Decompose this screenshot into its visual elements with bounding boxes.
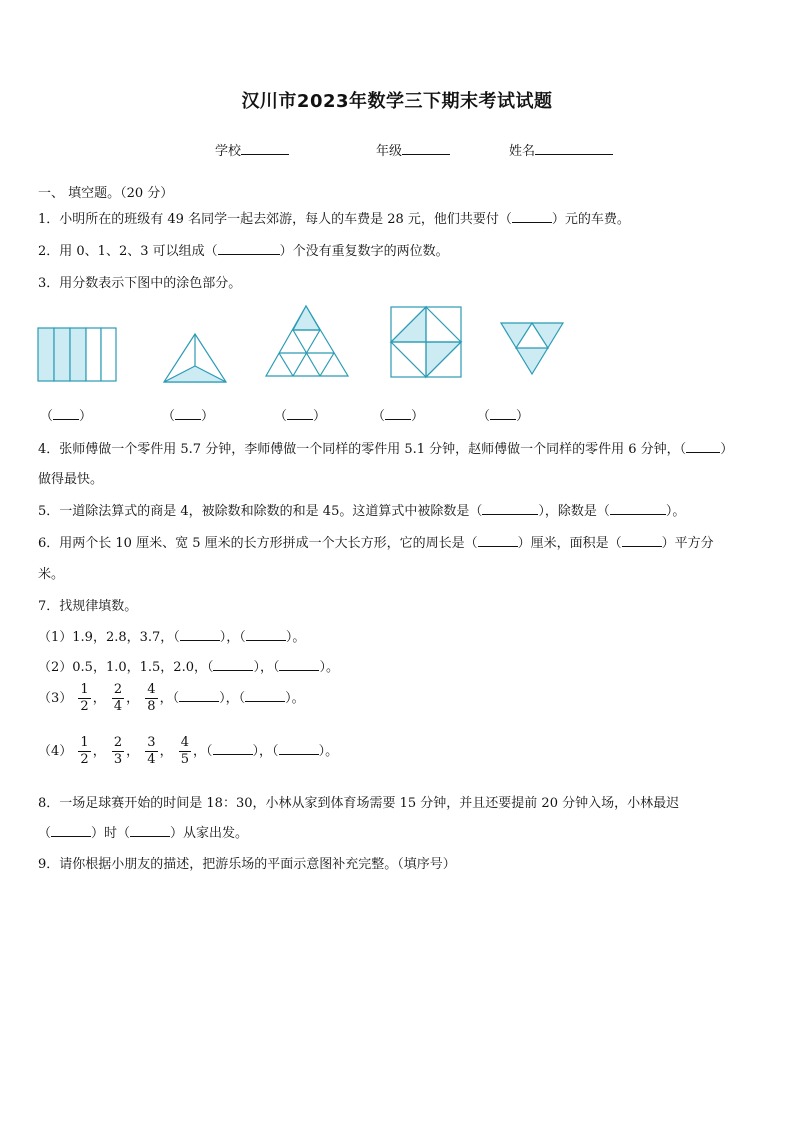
q6-text: 6．用两个长 10 厘米、宽 5 厘米的长方形拼成一个大长方形，它的周长是（ bbox=[38, 536, 478, 551]
figure-rectangle bbox=[38, 328, 116, 381]
q7-sequence-2 bbox=[38, 656, 339, 675]
fraction: $\frac{2}{3}$ bbox=[113, 735, 123, 767]
q7-s4-blank-1[interactable] bbox=[213, 742, 253, 755]
q5-text-mid: ），除数是（ bbox=[538, 504, 610, 519]
question-2 bbox=[38, 240, 449, 259]
grade-label: 年级 bbox=[376, 144, 403, 159]
figure-inverted-triangle bbox=[501, 323, 563, 374]
q6-text-mid: ）厘米，面积是（ bbox=[517, 536, 622, 551]
q7-s2-blank-2[interactable] bbox=[279, 658, 319, 671]
q7-s1-blank-2[interactable] bbox=[246, 628, 286, 641]
q3-answer-5: （ ） bbox=[477, 409, 530, 424]
section-heading: 一、 填空题。（20 分） bbox=[38, 186, 174, 201]
q7-sequence-4: （4） $\frac{1}{2}$ ， $\frac{2}{3}$ ， $\frac{3}{4}$ ， $\frac{4}{5}$ ，（ ），（ ）。 bbox=[38, 735, 339, 767]
fraction: $\frac{3}{4}$ bbox=[147, 735, 156, 767]
school-label: 学校 bbox=[215, 144, 242, 159]
q3-answer-4: （ ） bbox=[372, 409, 425, 424]
fraction: $\frac{4}{8}$ bbox=[147, 682, 156, 714]
figure-square-diamond bbox=[391, 307, 461, 377]
figure-triangle-grid bbox=[266, 306, 348, 376]
q7-s1-text: （1）1.9，2.8，3.7，（ bbox=[38, 630, 180, 645]
name-blank[interactable] bbox=[535, 141, 613, 155]
fraction: $\frac{1}{2}$ bbox=[80, 682, 89, 714]
q7-sequence-1 bbox=[38, 626, 305, 645]
q3-blank-1[interactable] bbox=[53, 407, 79, 420]
q3-answer-2: （ ） bbox=[162, 409, 215, 424]
q7-s1-end: ）。 bbox=[285, 630, 306, 645]
grade-field bbox=[376, 140, 450, 159]
figure-triangle-center bbox=[164, 334, 226, 382]
question-8: 8．一场足球赛开始的时间是 18：30，小林从家到体育场需要 15 分钟，并且还要提前 20 分钟入场，小林最迟 bbox=[38, 796, 680, 811]
q7-s2-end: ）。 bbox=[319, 660, 339, 675]
q8-text-end: ）从家出发。 bbox=[170, 826, 249, 841]
q3-blank-2[interactable] bbox=[175, 407, 201, 420]
q7-sequence-3: （3） $\frac{1}{2}$ ， $\frac{2}{4}$ ， $\frac{4}{8}$ ，（ ），（ ）。 bbox=[38, 682, 305, 714]
q1-text-end: ）元的车费。 bbox=[551, 212, 630, 227]
fraction: $\frac{2}{4}$ bbox=[113, 682, 123, 714]
question-9: 9．请你根据小朋友的描述，把游乐场的平面示意图补充完整。（填序号） bbox=[38, 857, 456, 872]
question-4-line2: 做得最快。 bbox=[38, 472, 104, 487]
fraction: $\frac{4}{5}$ bbox=[180, 735, 190, 767]
question-6-line2: 米。 bbox=[38, 567, 65, 582]
q7-s2-text: （2）0.5，1.0，1.5，2.0，（ bbox=[38, 660, 214, 675]
q7-s3-text: （3） bbox=[38, 691, 73, 706]
q2-blank[interactable] bbox=[218, 242, 280, 255]
question-3: 3．用分数表示下图中的涂色部分。 bbox=[38, 276, 242, 291]
q5-text-end: ）。 bbox=[665, 504, 686, 519]
q3-answer-3: （ ） bbox=[274, 409, 327, 424]
question-5 bbox=[38, 500, 685, 519]
q7-s1-mid: ），（ bbox=[219, 630, 246, 645]
q2-text-end: ）个没有重复数字的两位数。 bbox=[279, 244, 449, 259]
q8-text-mid: ）时（ bbox=[91, 826, 131, 841]
q7-s1-blank-1[interactable] bbox=[180, 628, 220, 641]
grade-blank[interactable] bbox=[402, 141, 450, 155]
q6-text-end: ）平方分 bbox=[661, 536, 714, 551]
q1-text: 1．小明所在的班级有 49 名同学一起去郊游，每人的车费是 28 元，他们共要付（ bbox=[38, 212, 512, 227]
q8-text: （ bbox=[38, 826, 52, 841]
q1-blank[interactable] bbox=[512, 210, 552, 223]
q3-blank-3[interactable] bbox=[287, 407, 313, 420]
q3-blank-4[interactable] bbox=[385, 407, 411, 420]
q6-blank-1[interactable] bbox=[478, 534, 518, 547]
q4-text: 4．张师傅做一个零件用 5.7 分钟，李师傅做一个同样的零件用 5.1 分钟，赵师傅做一个同样的零件用 6 分钟，（ bbox=[38, 442, 687, 457]
page-title: 汉川市2023年数学三下期末考试试题 bbox=[241, 91, 553, 112]
school-field bbox=[215, 140, 289, 159]
q8-blank-hour[interactable] bbox=[51, 824, 91, 837]
q7-s3-blank-1[interactable] bbox=[179, 689, 219, 702]
question-6 bbox=[38, 532, 714, 551]
q5-blank-2[interactable] bbox=[610, 502, 666, 515]
school-blank[interactable] bbox=[241, 141, 289, 155]
fraction: $\frac{1}{2}$ bbox=[80, 735, 89, 767]
fraction-figures bbox=[0, 300, 794, 390]
name-field bbox=[509, 140, 613, 159]
question-1 bbox=[38, 208, 630, 227]
q7-s2-blank-1[interactable] bbox=[213, 658, 253, 671]
q5-text: 5．一道除法算式的商是 4，被除数和除数的和是 45。这道算式中被除数是（ bbox=[38, 504, 483, 519]
q4-blank[interactable] bbox=[686, 440, 720, 453]
q3-blank-5[interactable] bbox=[490, 407, 516, 420]
q7-s2-mid: ），（ bbox=[253, 660, 280, 675]
question-4 bbox=[38, 438, 733, 457]
q2-text: 2．用 0、1、2、3 可以组成（ bbox=[38, 244, 218, 259]
question-7: 7．找规律填数。 bbox=[38, 599, 138, 614]
q8-blank-minute[interactable] bbox=[130, 824, 170, 837]
q6-blank-2[interactable] bbox=[622, 534, 662, 547]
q5-blank-1[interactable] bbox=[482, 502, 538, 515]
name-label: 姓名 bbox=[509, 144, 536, 159]
q7-s3-blank-2[interactable] bbox=[245, 689, 285, 702]
question-8-line2 bbox=[38, 822, 248, 841]
q7-s4-blank-2[interactable] bbox=[279, 742, 319, 755]
q7-s4-text: （4） bbox=[38, 744, 73, 759]
q3-answer-1: （ ） bbox=[40, 409, 93, 424]
q4-text-end: ） bbox=[720, 442, 734, 457]
